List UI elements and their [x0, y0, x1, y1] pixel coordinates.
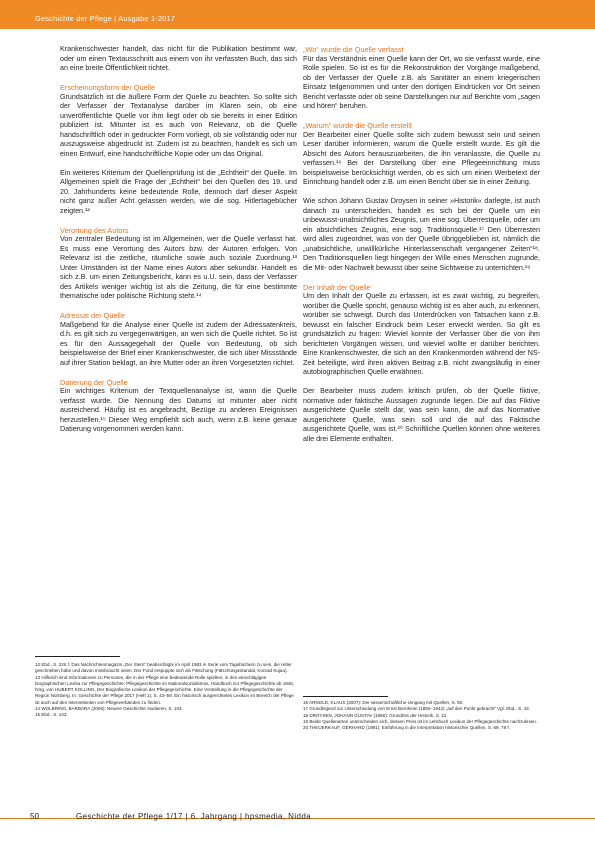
section-heading: Datierung der Quelle: [60, 377, 128, 387]
footnote-rule: [303, 696, 388, 697]
paragraph: Ein weiteres Kriterium der Quellenprüfung ist die „Echtheit“ der Quelle. Im Allgemeinen spielt die Frage der „Echtheit“ bei den Quellen des 19. und 20. Jahrhunderts keine bedeutende Rolle, dennoch darf dieser Aspekt nicht ganz außer Acht gelassen werden, wie die sog. Hitlertagebücher zeigten.¹²: [60, 168, 297, 215]
section-heading: „Warum“ wurde die Quelle erstellt: [303, 121, 413, 130]
page-number: 50: [30, 812, 39, 821]
paragraph: Ein wichtiges Kriterium der Textquellenanalyse ist, wann die Quelle verfasst wurde. Die Nennung des Datums ist mitunter aber nicht ausreichend. Häufig ist es angebracht, Bezüge zu anderen Ereignissen herzustellen.¹⁵ Dieser Weg empfiehlt sich auch, wenn z.B. keine genaue Datierung vorgenommen werden kann.: [60, 387, 297, 433]
footnotes-right: [303, 700, 540, 731]
paragraph: Maßgebend für die Analyse einer Quelle ist zudem der Adressatenkreis, d.h. es gilt sich zu vergegenwärtigen, an wen sich die Quelle richtet. So ist es für den Aussagegehalt der Quelle von Bedeutung, ob sich beispielsweise der Brief einer Krankenschwester, die sich über Missstände auf ihrer Station beklagt, an ihre Mutter oder an ihren Vorgesetzten richtet.: [60, 320, 297, 367]
footnotes-left: [35, 662, 297, 719]
paragraph: Für das Verständnis einer Quelle kann der Ort, wo sie verfasst wurde, eine Rolle spielen. So ist es für die Rekonstruktion der Vorgänge maßgebend, ob der Verfasser der Quelle z.B. als Sanitäter an einem kriegerischen Einsatz teilgenommen und unter den dortigen Eindrücken vor Ort seinen Bericht verfasste oder ob seine Darstellungen nur auf Berichte vom „sagen und hören“ beruhen.: [303, 54, 540, 110]
paragraph: Grundsätzlich ist die äußere Form der Quelle zu beachten. So sollte sich der Verfasser der Textanalyse darüber im Klaren sein, ob eine unveröffentlichte Quelle vor ihm liegt oder ob sie bereits in einer Edition publiziert ist. Mitunter ist es auch von Relevanz, ob die Quelle handschriftlich oder in gedruckter Form vorliegt, ob sie vollständig oder nur auszugsweise abgedruckt ist. Zudem ist zu beachten, handelt es sich um einen Entwurf, eine handschriftliche Kopie oder um das Original.: [60, 92, 297, 158]
footnote: 16 ARNOLD, KLAUS (2007): Der wissenschaftliche Umgang mit Quellen, S. 50.: [303, 700, 464, 705]
section-heading: Verortung des Autors: [60, 225, 129, 235]
section-heading: Der Inhalt der Quelle: [303, 282, 371, 292]
left-column: [60, 45, 297, 435]
section-heading: Erscheinungsform der Quelle: [60, 83, 156, 92]
section-heading: „Wo“ wurde die Quelle verfasst: [303, 45, 404, 54]
footnote: 15 Ebd., S. 133.: [35, 712, 68, 718]
footer-text: Geschichte der Pflege 1/17 | 6. Jahrgang | hpsmedia, Nidda: [76, 812, 312, 821]
paragraph: Krankenschwester handelt, das nicht für die Publikation bestimmt war, oder um einen Textausschnitt aus einem von ihr verfassten Buch, das sich an eine breite Öffentlichkeit richtet.: [60, 45, 297, 72]
paragraph: Von zentraler Bedeutung ist im Allgemeinen, wer die Quelle verfasst hat. Es muss eine Verortung des Autors bzw. der Autoren erfolgen. Von Relevanz ist die zeitliche, räumliche sowie auch soziale Zuordnung.¹³ Unter Umständen ist der Name eines Autors aber sekundär. Handelt es sich z.B. um einen Zeitungsbericht, kann es u.U. sein, dass der Verfasser des Artikels weniger wichtig ist als die Zeitung, die für eine bestimmte thematische oder politische Richtung steht.¹⁴: [60, 235, 297, 300]
paragraph: Der Bearbeiter muss zudem kritisch prüfen, ob der Quelle fiktive, normative oder faktische Aussagen zugrunde liegen. Die auf das Fiktive ausgerichtete Quelle stellt dar, was sein kann, die auf das Normative ausgerichtete Quelle, was sein soll und die auf das Faktische ausgerichtete Quelle, was ist.²⁰ Schriftliche Quellen können ohne weiteres alle drei Elemente enthalten.: [303, 387, 540, 443]
footnote: 18 DROYSEN, JOHANN GUSTAV (1868): Grundriss der Historik, S. 22.: [303, 712, 448, 718]
section-heading: Adressat der Quelle: [60, 311, 125, 320]
footnote: 12 Ebd., S. 226 f. Das Nachrichtenmagazin „Der Stern“ beabsichtigte im April 1983 in Serie vom Tagebüchern zu sein, die Hitler geschrieben habe und davon missbraucht seien. Der Fund entpuppte sich als Fälschung (Fälschungsskandal, Konrad Kujau).: [35, 662, 292, 674]
footnote: 19 Beide Quellenarten unterscheiden sich, dessen Preis ist im Lehrbuch Lexikon der Pflegegeschichte nachzulesen.: [303, 718, 538, 724]
footnote: 17 Grundlegend zur Unterscheidung von Ernst Bernheim (1850–1942) „auf den Punkt gebracht“ Vgl. Ebd., S. 43.: [303, 706, 530, 712]
paragraph: Um den Inhalt der Quelle zu erfassen, ist es zwar wichtig, zu begreifen, worüber die Quelle spricht, genauso wichtig ist es aber auch, zu erkennen, worüber sie schweigt. Durch das Unterdrücken von Tatsachen kann z.B. bewusst ein falscher Eindruck beim Leser erweckt werden. So gilt es grundsätzlich zu fragen: Wieviel konnte der Verfasser über die von ihm berichteten Vorgängen wissen, und wieviel wollte er darüber berichten. Eine Krankenschwester, die sich an den Krankenmorden während der NS-Zeit beteiligte, wird ihren aktiven Beitrag z.B. nicht zwangsläufig in einer autobiographischen Quelle erwähnen.: [303, 292, 540, 376]
footnote: 14 WOLBRING, BARBARA (2006): Neuere Geschichte studieren, S. 103.: [35, 706, 183, 712]
paragraph: Der Bearbeiter einer Quelle sollte sich zudem bewusst sein und seinen Leser darüber informieren, warum die Quelle erstellt wurde. Es gilt die Absicht des Autors herauszuarbeiten, die ihn veranlasste, die Quelle zu verfassen.¹⁶ Bei der Darstellung über eine Pflegeeinrichtung muss beispielsweise berücksichtigt werden, ob es sich um einen Werbetext der Einrichtung handelt oder z.B. um einen Bericht über sie in einer Zeitung.: [303, 130, 540, 186]
right-column: [303, 45, 540, 444]
journal-title: Geschichte der Pflege | Ausgabe 1-2017: [35, 14, 176, 23]
footnote: 13 Hilfreich sind Informationen zu Personen, die in der Pflege eine bedeutende Rolle spielten, in den einschlägigen biographischen Lexika zur Pflegegeschichte: Pflegegeschichte im Nationalsozialismus, Handbuch zur Pflegegeschichte ab 1945, hrsg. von HUBERT KOLLING, Der Biografische Lexikon der Pflegegeschichte. Eine Vorstellung in die Pflegegeschichte der Region Nürnberg. In: Geschichte der Pflege 2017 (Heft 1), S. 43–59. Ein historisch ausgerichtetes Lexikon im Bereich der Pflege ist auch auf den Internetseiten von Pflegeverbänden zu finden.: [35, 674, 295, 705]
footnote: 20 THEUERKAUF, GERHARD (1991): Einführung in die Interpretation historischer Quellen, S. 69, 78 f.: [303, 725, 510, 731]
footnote-rule: [35, 656, 120, 657]
header-bar: [0, 0, 595, 29]
paragraph: Wie schon Johann Gustav Droysen in seiner »Historik« darlegte, ist auch danach zu unterscheiden, handelt es sich bei der Quelle um ein unbewusst-unabsichtliches Zeugnis, um eine sog. Überrestquelle, oder um ein absichtliches Zeugnis, eine sog. Traditionsquelle.¹⁷ Den Überresten wird alles zugeordnet, was von der Quelle übriggeblieben ist, nämlich die „unabsichtliche, unwillkürliche Hinterlassenschaft vergangener Zeiten“¹⁸. Den Traditionsquellen liegt hingegen der Wille eines Menschen zugrunde, die Mit- oder Nachwelt bewusst über seine Sichtweise zu unterrichten.¹⁹: [303, 197, 540, 272]
